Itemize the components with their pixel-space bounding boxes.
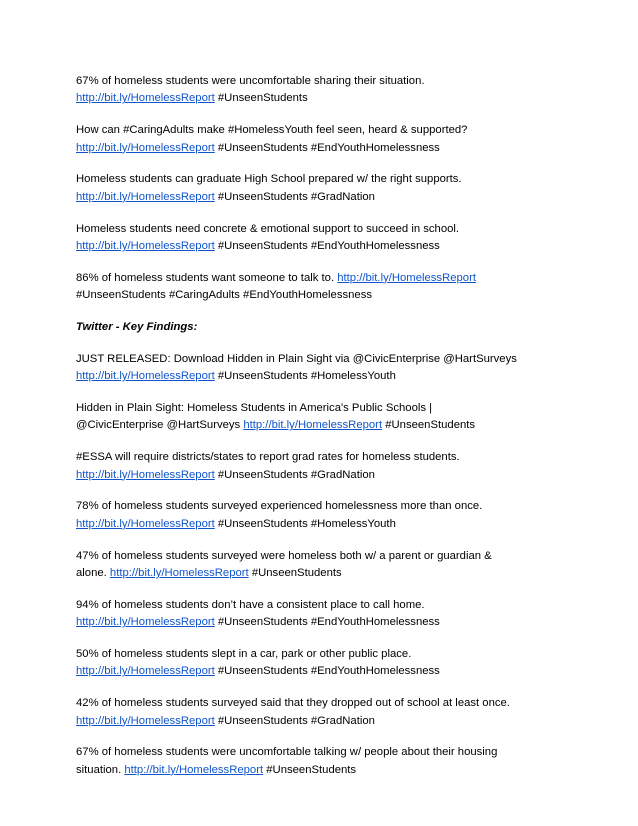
report-link[interactable]: http://bit.ly/HomelessReport: [76, 190, 215, 203]
tweet-text: 67% of homeless students were uncomfortable talking w/ people about their housing: [76, 746, 498, 759]
tweet-line: [76, 140, 576, 157]
tweet-line: [76, 351, 576, 368]
report-link[interactable]: http://bit.ly/HomelessReport: [337, 271, 476, 284]
tweet-line: [76, 171, 576, 188]
tweet-line: [76, 646, 576, 663]
tweet-text: How can #CaringAdults make #HomelessYouth feel seen, heard & supported?: [76, 124, 468, 137]
tweet-text: 42% of homeless students surveyed said that they dropped out of school at least once.: [76, 697, 510, 710]
report-link[interactable]: http://bit.ly/HomelessReport: [76, 665, 215, 678]
report-link[interactable]: http://bit.ly/HomelessReport: [76, 141, 215, 154]
tweet-line: [76, 713, 576, 730]
tweet-line: [76, 417, 576, 434]
hashtags: #UnseenStudents #GradNation: [214, 190, 375, 203]
tweet-text: 67% of homeless students were uncomfortable sharing their situation.: [76, 75, 425, 87]
hashtags: #UnseenStudents #HomelessYouth: [214, 517, 396, 530]
tweet-paragraph: [76, 400, 576, 435]
hashtags: #UnseenStudents #EndYouthHomelessness: [214, 616, 440, 629]
report-link[interactable]: http://bit.ly/HomelessReport: [243, 419, 383, 432]
tweet-line: [76, 221, 576, 238]
tweet-line: [76, 597, 576, 614]
hashtags: #UnseenStudents #EndYouthHomelessness: [214, 665, 440, 678]
tweet-line: [76, 270, 576, 287]
report-link[interactable]: http://bit.ly/HomelessReport: [76, 370, 215, 383]
document-page: [76, 73, 576, 794]
hashtags: #UnseenStudents: [214, 92, 308, 105]
tweet-text: JUST RELEASED: Download Hidden in Plain Sight via @CivicEnterprise @HartSurveys: [76, 352, 517, 365]
hashtags: #UnseenStudents: [263, 763, 357, 776]
tweet-paragraph: [76, 646, 576, 681]
tweet-text: Hidden in Plain Sight: Homeless Students in America's Public Schools |: [76, 402, 433, 415]
tweet-line: [76, 695, 576, 712]
report-link[interactable]: http://bit.ly/HomelessReport: [109, 567, 249, 580]
hashtags: #UnseenStudents #EndYouthHomelessness: [214, 141, 440, 154]
tweet-text: 50% of homeless students slept in a car, park or other public place.: [76, 648, 412, 661]
tweet-text: #ESSA will require districts/states to report grad rates for homeless students.: [76, 451, 460, 464]
tweet-paragraph: [76, 122, 576, 157]
tweet-line: [76, 238, 576, 255]
hashtags: #UnseenStudents #HomelessYouth: [214, 370, 396, 383]
tweet-paragraph: [76, 73, 576, 108]
tweet-paragraph: [76, 171, 576, 206]
tweet-line: [76, 189, 576, 206]
hashtags: #UnseenStudents #GradNation: [214, 468, 375, 481]
tweet-text: #UnseenStudents #CaringAdults #EndYouthHomelessness: [76, 289, 373, 302]
tweet-line: [76, 467, 576, 484]
tweet-line: [76, 663, 576, 680]
tweet-line: [76, 368, 576, 385]
tweet-line: [76, 287, 576, 304]
hashtags: #UnseenStudents #GradNation: [214, 714, 375, 727]
tweet-text: Homeless students can graduate High School prepared w/ the right supports.: [76, 173, 462, 186]
tweet-paragraph: [76, 695, 576, 730]
tweet-text: 86% of homeless students want someone to talk to.: [76, 271, 338, 284]
tweet-paragraph: [76, 221, 576, 256]
tweet-line: [76, 762, 576, 779]
tweet-line: [76, 614, 576, 631]
tweet-line: [76, 449, 576, 466]
tweet-paragraph: [76, 351, 576, 386]
tweet-text: Homeless students need concrete & emotional support to succeed in school.: [76, 222, 460, 235]
report-link[interactable]: http://bit.ly/HomelessReport: [76, 92, 215, 105]
tweet-text: situation.: [76, 763, 125, 776]
tweet-paragraph: [76, 548, 576, 583]
tweet-line: [76, 565, 576, 582]
hashtags: #UnseenStudents #EndYouthHomelessness: [214, 240, 440, 253]
tweet-text: 78% of homeless students surveyed experienced homelessness more than once.: [76, 500, 483, 513]
tweet-line: [76, 498, 576, 515]
report-link[interactable]: http://bit.ly/HomelessReport: [124, 763, 264, 776]
tweet-line: [76, 516, 576, 533]
tweet-line: [76, 548, 576, 565]
hashtags: #UnseenStudents: [248, 567, 342, 580]
tweet-text: 47% of homeless students surveyed were homeless both w/ a parent or guardian &: [76, 549, 492, 562]
report-link[interactable]: http://bit.ly/HomelessReport: [76, 240, 215, 253]
tweet-text: @CivicEnterprise @HartSurveys: [76, 419, 244, 432]
report-link[interactable]: http://bit.ly/HomelessReport: [76, 616, 215, 629]
tweet-line: [76, 744, 576, 761]
report-link[interactable]: http://bit.ly/HomelessReport: [76, 517, 215, 530]
tweet-paragraph: [76, 498, 576, 533]
report-link[interactable]: http://bit.ly/HomelessReport: [76, 468, 215, 481]
tweet-line: [76, 73, 576, 90]
tweet-paragraph: [76, 270, 576, 305]
tweet-line: [76, 400, 576, 417]
tweet-paragraph: [76, 597, 576, 632]
tweet-text: alone.: [76, 567, 110, 580]
tweet-line: [76, 122, 576, 139]
section-heading: Twitter - Key Findings:: [76, 321, 198, 334]
tweet-text: 94% of homeless students don’t have a consistent place to call home.: [76, 598, 425, 611]
hashtags: #UnseenStudents: [382, 419, 476, 432]
tweet-paragraph: [76, 449, 576, 484]
tweet-line: [76, 90, 576, 107]
tweet-paragraph: [76, 744, 576, 779]
report-link[interactable]: http://bit.ly/HomelessReport: [76, 714, 215, 727]
